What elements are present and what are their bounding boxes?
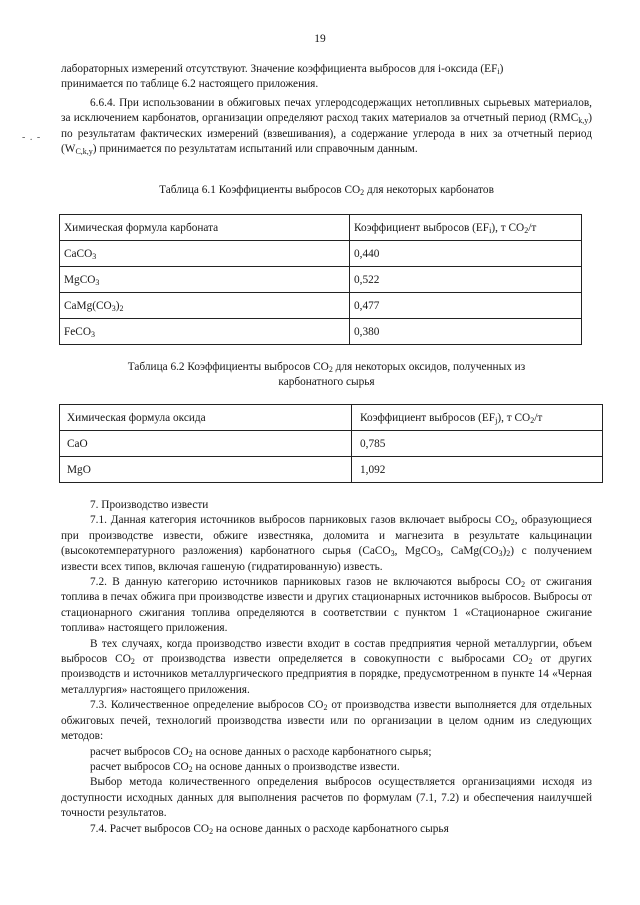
formula-cell: CaCO$_3$ <box>60 241 350 267</box>
intro-line-2: принимается по таблице 6.2 настоящего приложения. <box>61 78 319 91</box>
table-header-row <box>60 215 582 241</box>
formula-cell: MgO <box>60 457 352 483</box>
value-cell: 0,380 <box>350 319 582 345</box>
method-2: расчет выбросов $CO_2$ на основе данных о производстве извести. <box>90 760 400 774</box>
formula-cell: FeCO$_3$ <box>60 319 350 345</box>
header-formula: Химическая формула оксида <box>60 405 352 431</box>
paragraph-method-choice: Выбор метода количественного определения выбросов осуществляется организациями исходя из доступности исходных данных для выполнения расчетов по формулам (7.1, 7.2) и обеспечения наилучшей точности результатов. <box>61 776 592 820</box>
section-7 <box>61 498 592 837</box>
table-header-row <box>60 405 603 431</box>
table-6-2 <box>59 404 603 483</box>
table-row <box>60 293 582 319</box>
value-cell: 0,477 <box>350 293 582 319</box>
value-cell: 1,092 <box>352 457 603 483</box>
value-cell: 0,522 <box>350 267 582 293</box>
formula-cell: CaO <box>60 431 352 457</box>
method-1: расчет выбросов $CO_2$ на основе данных о расходе карбонатного сырья; <box>90 745 432 759</box>
header-formula: Химическая формула карбоната <box>60 215 350 241</box>
page-number: 19 <box>314 33 326 45</box>
intro-paragraph <box>61 62 592 93</box>
table-6-1-caption: Таблица 6.1 Коэффициенты выбросов $CO_2$ для некоторых карбонатов <box>159 184 494 197</box>
table-row <box>60 457 603 483</box>
header-coefficient: Коэффициент выбросов $(EF_j)$, т $CO_2/т$ <box>352 405 603 431</box>
formula-cell: $CaMg(CO_3)_2$ <box>60 293 350 319</box>
section-7-heading: 7. Производство извести <box>90 499 209 511</box>
paragraph-7-2: 7.2. В данную категорию источников парниковых газов не включаются выбросы $CO_2$ от сжигания топлива в печах обжига при производстве извести и других стационарных источников выбросов. Выбросы от стационарного сжигания топлива определяются в соответствии с пунктом 1 «Стационарное сжигание топлива» настоящего приложения. <box>61 576 592 635</box>
formula-cell: MgCO$_3$ <box>60 267 350 293</box>
header-coefficient: Коэффициент выбросов $(EF_i)$, т $CO_2/т$ <box>350 215 582 241</box>
table-6-2-caption: Таблица 6.2 Коэффициенты выбросов $CO_2$ для некоторых оксидов, полученных из карбонатного сырья <box>127 361 526 389</box>
table-row <box>60 431 603 457</box>
paragraph-7-2-b: В тех случаях, когда производство извести входит в состав предприятия черной металлургии, объем выбросов $CO_2$ от производства извести определяется в совокупности с выбросами $CO_2$ от других производств и источников металлургического предприятия в порядке, предусмотренном в пункте 14 «Черная металлургия» настоящего приложения. <box>61 637 593 696</box>
table-row <box>60 267 582 293</box>
value-cell: 0,785 <box>352 431 603 457</box>
paragraph-6-6-4: 6.6.4. При использовании в обжиговых печах углеродсодержащих нетопливных сырьевых материалов, за исключением карбонатов, организации определяют расход таких материалов за отчетный период $(RMC_{k,y})$ по результатам фактических измерений (взвешивания), а содержание углерода в них за отчетный период $(W_{C,k,y})$ принимается по результатам испытаний или справочным данным. <box>61 97 592 157</box>
value-cell: 0,440 <box>350 241 582 267</box>
table-row <box>60 319 582 345</box>
intro-line-1: лабораторных измерений отсутствуют. Значение коэффициента выбросов для i-оксида $(EF_i)$ <box>61 63 504 76</box>
table-6-1 <box>59 214 582 345</box>
table-row <box>60 241 582 267</box>
paragraph-7-4: 7.4. Расчет выбросов $CO_2$ на основе данных о расходе карбонатного сырья <box>90 822 449 836</box>
margin-mark: - . - <box>22 132 42 143</box>
paragraph-7-1: 7.1. Данная категория источников выбросов парниковых газов включает выбросы $CO_2$, образующиеся при производстве извести, обжиге известняка, доломита и магнезита в результате кальцинации (высокотемпературного разложения) карбонатного сырья (CaCO$_3$, MgCO$_3$, $CaMg(CO_3)_2$) с получением извести всех типов, включая гашеную (гидратированную) известь. <box>61 514 592 573</box>
paragraph-7-3: 7.3. Количественное определение выбросов $CO_2$ от производства извести выполняется для отдельных обжиговых печей, технологий производства извести или по организации в целом одним из следующих методов: <box>61 699 592 743</box>
